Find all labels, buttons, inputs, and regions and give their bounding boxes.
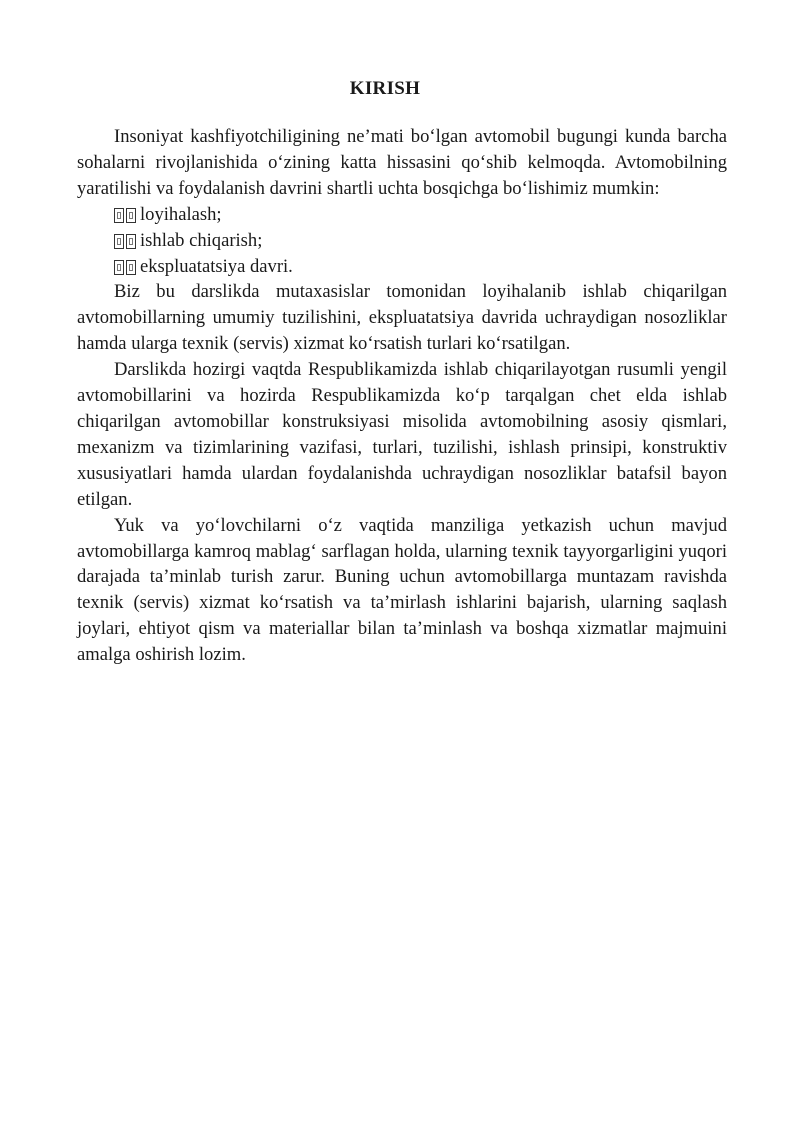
paragraph-textbook-scope: Biz bu darslikda mutaxasislar tomonidan loyihalanib ishlab chiqarilgan avtomobillarning umumiy tuzilishini, ekspluatatsiya davrida uchraydigan nosozliklar hamda ularga texnik (servis) xizmat ko‘rsatish turlari ko‘rsatilgan. [77,281,727,355]
list-item-stage-2 [77,228,727,254]
paragraph-maintenance: Yuk va yo‘lovchilarni o‘z vaqtida manziliga yetkazish uchun mavjud avtomobillarga kamroq mablag‘ sarflagan holda, ularning texnik tayyorgarligini yuqori darajada ta’minlab turish zarur. Buning uchun avtomobillarga muntazam ravishda texnik (servis) xizmat ko‘rsatish va ta’mirlash ishlarini bajarish, ularning saqlash joylari, ehtiyot qism va materiallar bilan ta’minlash va boshqa xizmatlar majmuini amalga oshirish lozim. [77,514,727,666]
stage-label: ishlab chiqarish; [140,229,263,251]
paragraph-intro: Insoniyat kashfiyotchiligining ne’mati bo‘lgan avtomobil bugungi kunda barcha sohalarni rivojlanishida o‘zining katta hissasini qo‘shib kelmoqda. Avtomobilning yaratilishi va foydalanish davrini shartli uchta bosqichga bo‘lishimiz mumkin: [77,126,727,199]
paragraph-textbook-content: Darslikda hozirgi vaqtda Respublikamizda ishlab chiqarilayotgan rusumli yengil avtomobillarini va hozirda Respublikamizda ko‘p tarqalgan chet elda ishlab chiqarilgan avtomobillar konstruksiyasi misolida avtomobilning asosiy qismlari, mexanizm va tizimlarining vazifasi, turlari, tuzilishi, ishlash prinsipi, konstruktiv xususiyatlari hamda ulardan foydalanishda uchraydigan nosozliklar batafsil bayon etilgan. [77,359,727,510]
missing-glyph-box-icon [114,205,140,223]
list-item-stage-3 [77,254,727,280]
document-body [77,124,727,668]
missing-glyph-box-icon [114,257,140,275]
stage-label: loyihalash; [140,203,222,225]
page-title: KIRISH [349,78,421,99]
list-item-stage-1 [77,202,727,228]
missing-glyph-box-icon [114,231,140,249]
stage-label: ekspluatatsiya davri. [140,255,293,277]
